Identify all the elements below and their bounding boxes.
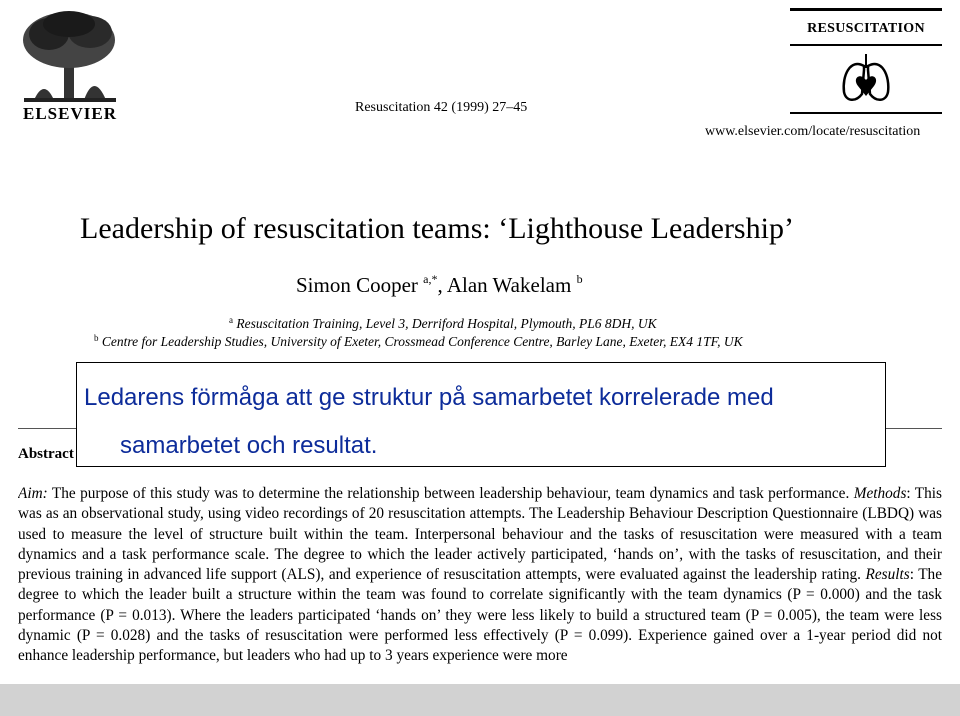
author-list: Simon Cooper $^{a,*}$, Alan Wakelam $^b$ — [296, 272, 583, 297]
abstract-body — [18, 484, 942, 680]
author-marks: a,* — [423, 272, 438, 286]
callout-line: samarbetet och resultat. — [120, 432, 378, 459]
callout-line: Ledarens förmåga att ge struktur på samarbetet korrelerade med — [84, 384, 774, 411]
journal-citation: Resuscitation 42 (1999) 27–45 — [355, 100, 528, 115]
aim-label: Aim: — [18, 485, 48, 502]
methods-text: : This was as an observational study, using video recordings of 20 resuscitation attempts. The Leadership Behaviour Description Questionnaire (LBDQ) was used to measure the level of structure built within the team. Interpersonal behaviour and the tasks of resuscitation were measured with a team dynamics and a task performance scale. The degree to which the leader actively participated, ‘hands on’, with the tasks of resuscitation, and their previous training in advanced life support (ALS), and experience of resuscitation attempts, were evaluated against the leadership rating. — [18, 485, 942, 584]
journal-top-rule — [790, 8, 942, 11]
bottom-band — [0, 684, 960, 716]
journal-rule — [790, 44, 942, 46]
paper-title: Leadership of resuscitation teams: ‘Lighthouse Leadership’ — [80, 212, 794, 245]
journal-logo — [790, 8, 942, 114]
results-text: : The degree to which the leader built a structure within the team was found to correlate significantly with the team dynamics (P = 0.000) and the task performance (P = 0.013). Where the leaders participated ‘hands on’ they were less likely to build a structured team (P = 0.005), the team were less dynamic (P = 0.028) and the tasks of resuscitation were performed less effectively (P = 0.099). Experience gained over a 1-year period did not enhance leadership performance, but leaders who had up to 3 years experience were more — [18, 566, 942, 665]
author-name: Simon Cooper — [296, 273, 418, 297]
aim-text: The purpose of this study was to determine the relationship between leadership behaviour, team dynamics and task performance. — [51, 485, 850, 502]
affiliation-mark: a — [229, 315, 233, 325]
methods-label: Methods — [853, 485, 907, 502]
author-marks: b — [576, 272, 583, 286]
elsevier-wordmark: ELSEVIER — [23, 104, 117, 123]
abstract-heading: Abstract — [18, 446, 74, 462]
annotation-callout — [76, 362, 886, 467]
author-name: Alan Wakelam — [446, 273, 572, 297]
journal-rule — [790, 112, 942, 114]
journal-name: RESUSCITATION — [807, 21, 925, 36]
results-label: Results — [865, 566, 910, 584]
affiliation-text: Centre for Leadership Studies, University of Exeter, Crossmead Conference Centre, Barley Lane, Exeter, EX4 1TF, UK — [101, 334, 743, 349]
affiliation-text: Resuscitation Training, Level 3, Derriford Hospital, Plymouth, PL6 8DH, UK — [236, 316, 657, 331]
heart-lungs-icon — [840, 50, 892, 106]
journal-url[interactable]: www.elsevier.com/locate/resuscitation — [705, 124, 921, 139]
affiliation-mark: b — [94, 333, 99, 343]
affiliation — [229, 315, 657, 332]
affiliation — [94, 333, 743, 350]
